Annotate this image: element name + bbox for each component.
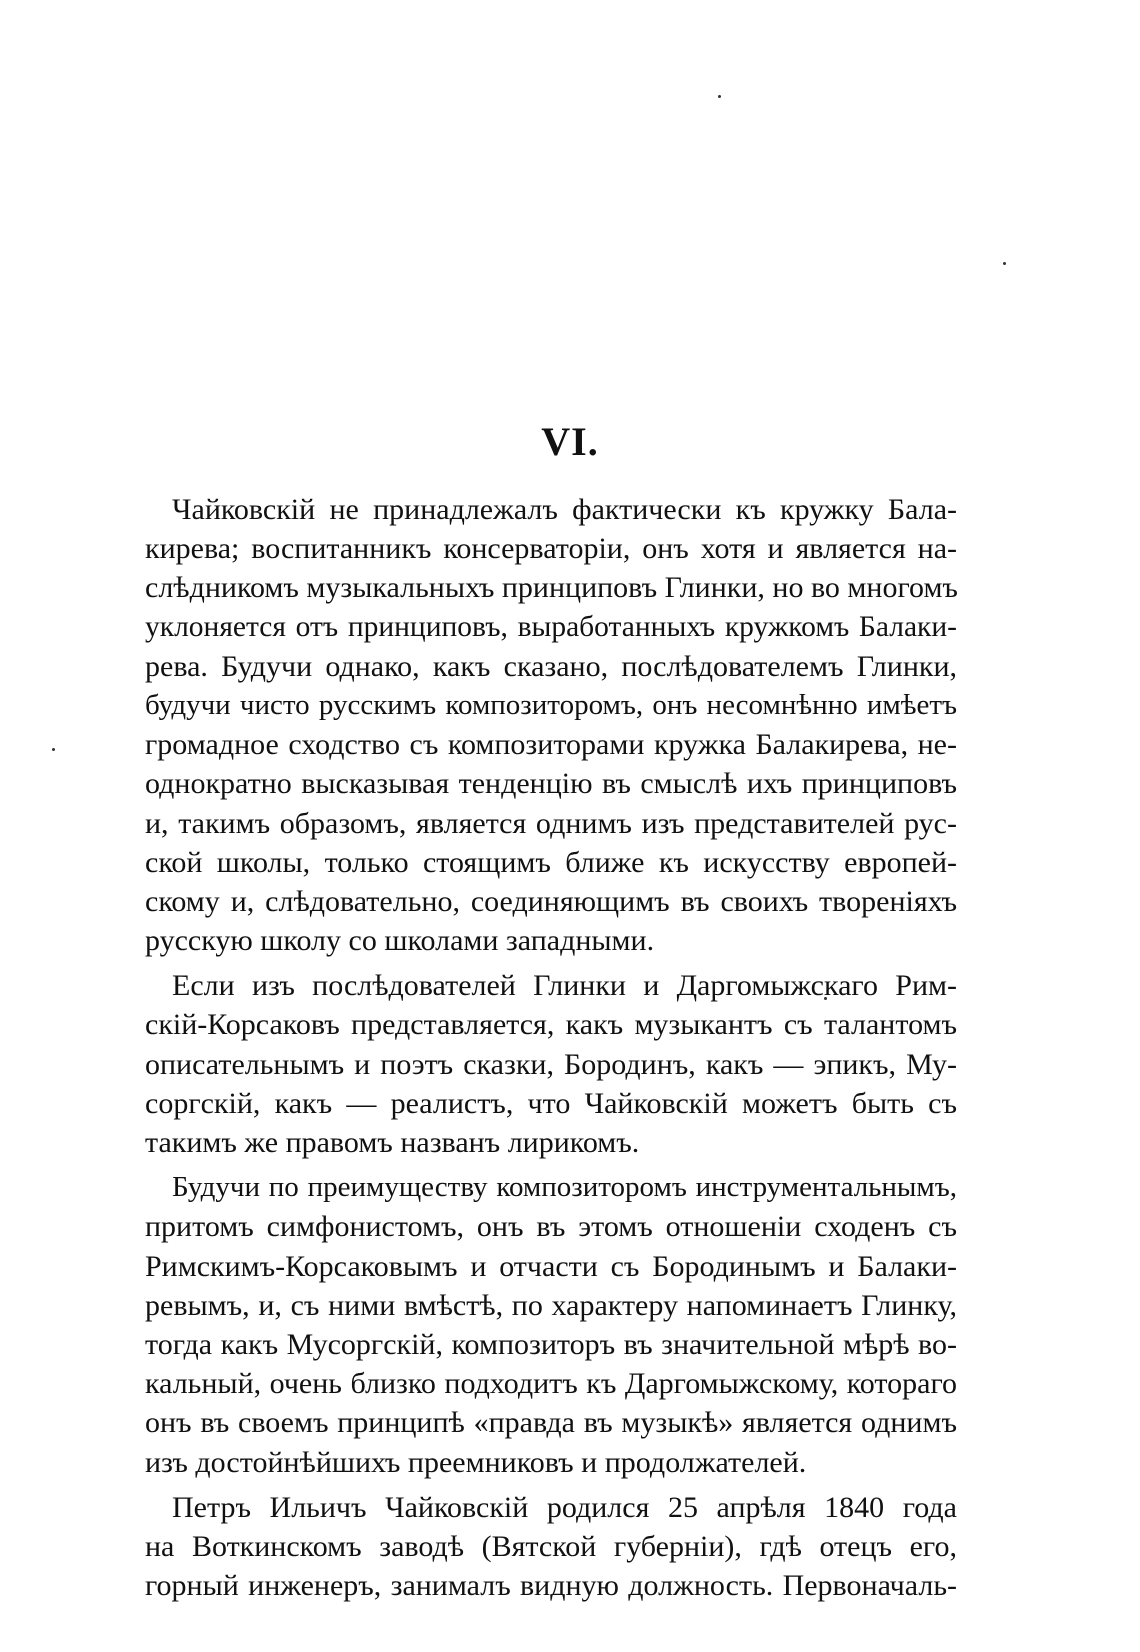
text-line: скій-Корсаковъ представляется, какъ музыкантъ съ талантомъ [145, 1008, 957, 1042]
text-line: притомъ симфонистомъ, онъ въ этомъ отношеніи сходенъ съ [145, 1210, 957, 1244]
text-line: Если изъ послѣдователей Глинки и Даргомыжскаго Рим- [172, 969, 957, 1003]
text-line: кирева; воспитанникъ консерваторіи, онъ хотя и является на- [145, 532, 957, 566]
text-line: онъ въ своемъ принципѣ «правда въ музыкѣ» является однимъ [145, 1406, 957, 1440]
text-line: однократно высказывая тенденцію въ смыслѣ ихъ принциповъ [145, 767, 957, 801]
text-line: ской школы, только стоящимъ ближе къ искусству европей- [145, 845, 957, 879]
text-line: горный инженеръ, занималъ видную должность. Первоначаль- [145, 1569, 957, 1603]
text-line: такимъ же правомъ названъ лирикомъ. [145, 1126, 640, 1159]
body-text [145, 490, 957, 1605]
text-line: слѣдникомъ музыкальныхъ принциповъ Глинки, но во многомъ [145, 571, 958, 605]
paragraph [145, 490, 957, 960]
text-line: на Воткинскомъ заводѣ (Вятской губерніи), гдѣ отецъ его, [145, 1529, 957, 1563]
text-line: кальный, очень близко подходитъ къ Даргомыжскому, котораго [145, 1367, 957, 1401]
text-line: ревымъ, и, съ ними вмѣстѣ, по характеру напоминаетъ Глинку, [145, 1288, 957, 1322]
text-line: скому и, слѣдовательно, соединяющимъ въ своихъ твореніяхъ [145, 884, 957, 918]
scan-speck [718, 95, 721, 98]
paragraph [145, 1488, 957, 1606]
text-line: будучи чисто русскимъ композиторомъ, онъ несомнѣнно имѣетъ [145, 688, 957, 721]
scan-speck [1003, 262, 1006, 265]
text-line: тогда какъ Мусоргскій, композиторъ въ значительной мѣрѣ во- [145, 1327, 957, 1361]
text-line: соргскій, какъ — реалистъ, что Чайковскій можетъ быть съ [145, 1086, 957, 1120]
text-line: громадное сходство съ композиторами кружка Балакирева, не- [145, 728, 957, 762]
text-line: русскую школу со школами западными. [145, 924, 655, 958]
text-line: изъ достойнѣйшихъ преемниковъ и продолжателей. [145, 1445, 807, 1479]
text-line: рева. Будучи однако, какъ сказано, послѣдователемъ Глинки, [145, 649, 957, 683]
text-line: Будучи по преимуществу композиторомъ инструментальнымъ, [172, 1171, 957, 1204]
chapter-number: VI. [541, 419, 599, 464]
text-line: Чайковскій не принадлежалъ фактически къ кружку Бала- [172, 493, 957, 526]
text-line: и, такимъ образомъ, является однимъ изъ представителей рус- [145, 806, 957, 840]
text-line: описательнымъ и поэтъ сказки, Бородинъ, какъ — эпикъ, Му- [145, 1047, 957, 1081]
text-line: Римскимъ-Корсаковымъ и отчасти съ Бородинымъ и Балаки- [145, 1249, 957, 1283]
text-line: уклоняется отъ принциповъ, выработанныхъ кружкомъ Балаки- [145, 610, 957, 643]
paragraph [145, 966, 957, 1162]
text-line: Петръ Ильичъ Чайковскій родился 25 апрѣля 1840 года [172, 1490, 957, 1524]
scan-speck [52, 748, 55, 751]
paragraph [145, 1168, 957, 1482]
